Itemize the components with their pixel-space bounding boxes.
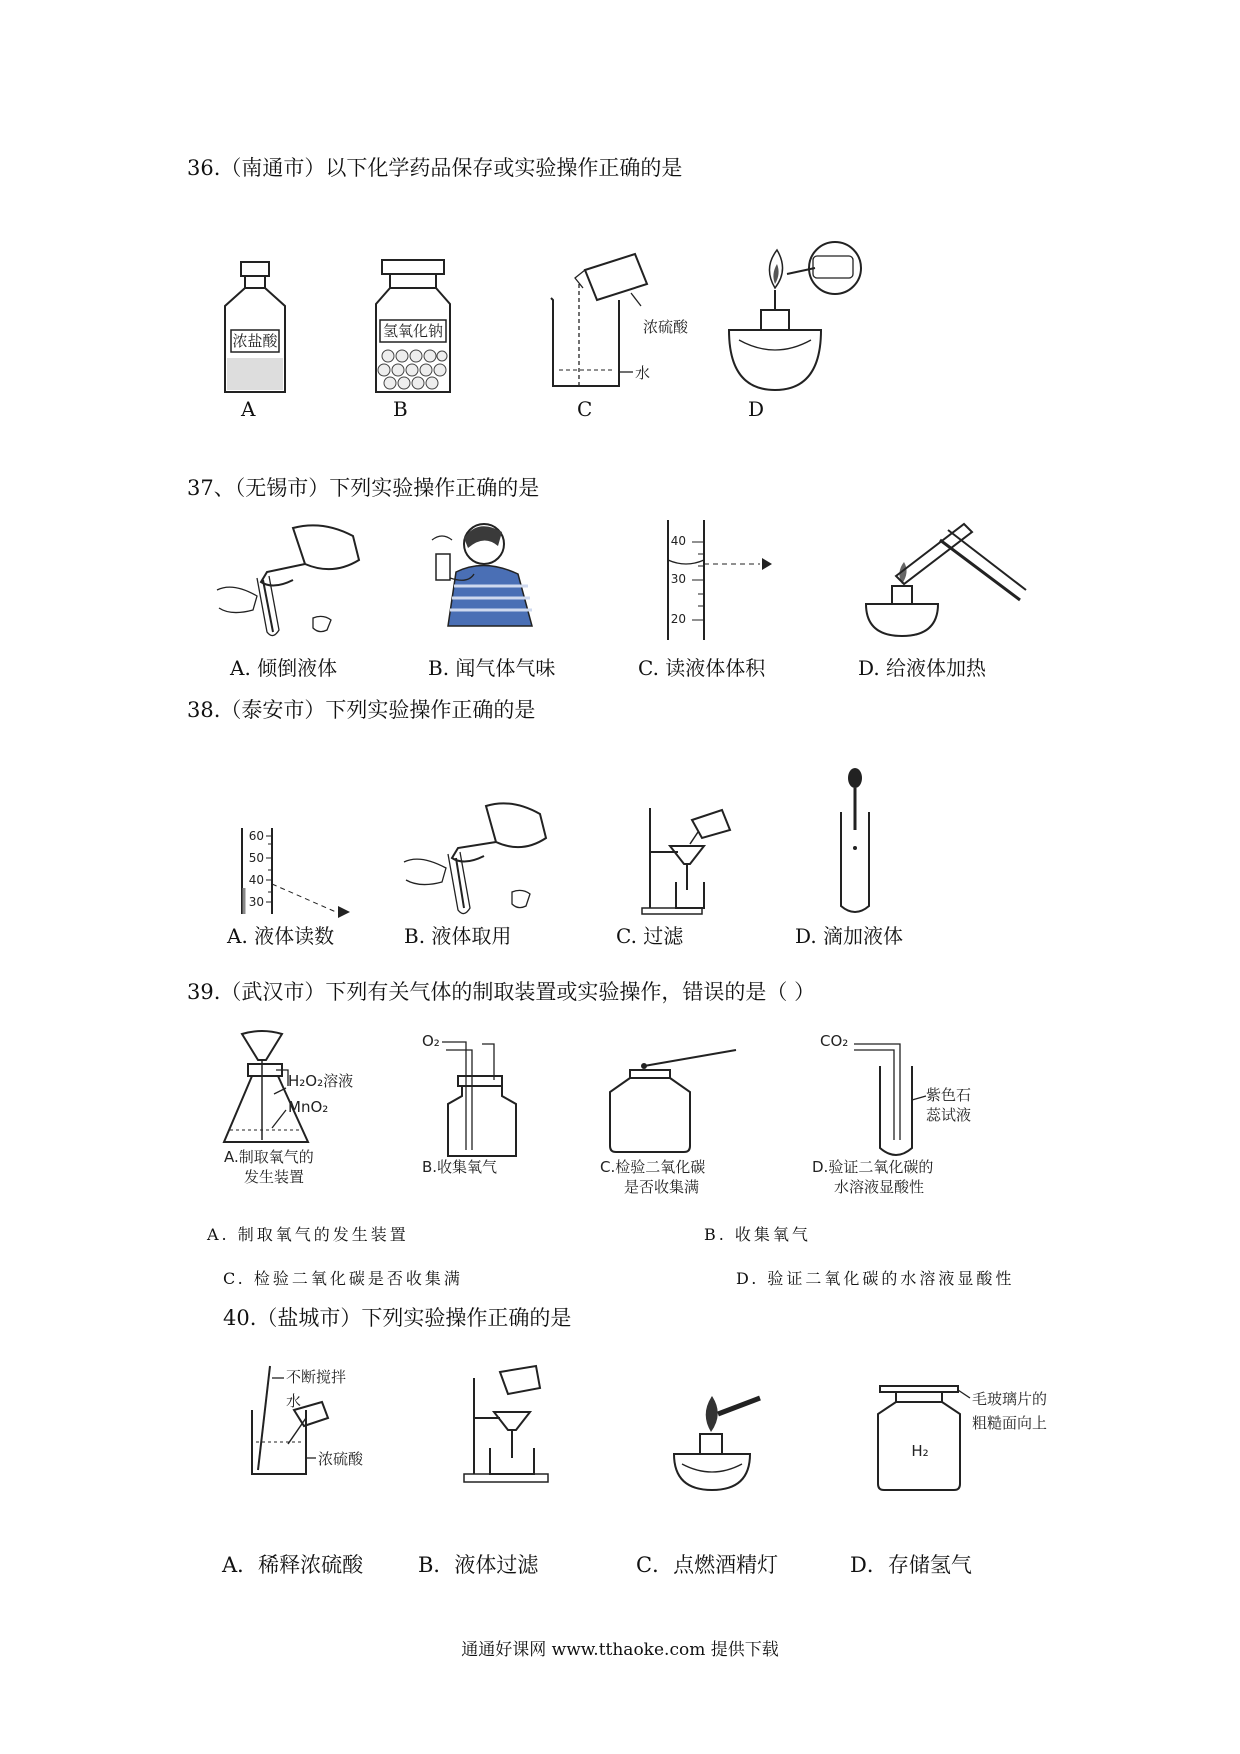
q38-a-tick-50: 50 [248,851,264,865]
question-36-title [187,152,682,182]
q38-option-d: D. 滴加液体 [795,924,904,948]
q37-figure-b [428,518,548,634]
q39-d-caption1: D.验证二氧化碳的 [812,1158,934,1176]
q36-option-d: D [748,397,765,421]
q39-d-reagent2: 蕊试液 [926,1106,972,1124]
q39-option-d: D. 验证二氧化碳的水溶液显酸性 [736,1269,1015,1288]
q37-c-tick-40: 40 [670,534,686,548]
question-39-title [187,976,815,1006]
q37-option-a: A. 倾倒液体 [230,656,338,680]
q36-figure-a [215,258,295,402]
question-text: （盐城市）下列实验操作正确的是 [256,1306,572,1330]
q40-d-gas: H₂ [911,1442,929,1460]
question-text: （无锡市）下列实验操作正确的是 [234,476,540,500]
q36-figure-d [725,240,865,404]
q40-figure-d [872,1384,1052,1498]
q40-option-b: B．液体过滤 [418,1553,539,1577]
q40-figure-a [248,1366,398,1490]
q38-figure-d [835,768,875,922]
question-text: （南通市）以下化学药品保存或实验操作正确的是 [220,156,683,180]
q36-option-a: A [241,397,256,421]
q40-a-stir: 不断搅拌 [286,1368,347,1386]
q38-option-a: A. 液体读数 [227,924,335,948]
q39-a-caption1: A.制取氧气的 [224,1148,314,1166]
q37-option-d: D. 给液体加热 [858,656,987,680]
q39-d-gas: CO₂ [820,1032,849,1050]
question-38-title [187,694,535,724]
question-number: 38. [187,698,221,722]
q39-c-caption2: 是否收集满 [624,1178,700,1196]
q37-c-tick-20: 20 [670,612,686,626]
page-footer: 通通好课网 www.tthaoke.com 提供下载 [461,1640,779,1660]
q38-figure-b [400,798,550,922]
q39-figure-a [222,1030,392,1194]
q36-b-label: 氢氧化钠 [382,322,444,340]
q40-option-a: A．稀释浓硫酸 [222,1553,364,1577]
q36-c-reagent-label: 浓硫酸 [643,318,689,336]
q39-figure-b [418,1030,538,1174]
q38-figure-c [640,804,740,920]
q38-option-b: B. 液体取用 [404,924,512,948]
q37-option-c: C. 读液体体积 [638,656,766,680]
q36-a-label: 浓盐酸 [232,332,278,350]
q39-c-caption1: C.检验二氧化碳 [600,1158,706,1176]
q40-a-acid: 浓硫酸 [318,1450,364,1468]
q38-a-tick-60: 60 [248,829,264,843]
q40-option-c: C．点燃酒精灯 [636,1553,779,1577]
q37-option-b: B. 闻气体气味 [428,656,556,680]
q40-option-d: D．存储氢气 [850,1553,972,1577]
q40-d-note2: 粗糙面向上 [972,1414,1048,1432]
q40-figure-c [668,1384,778,1498]
q39-option-c: C. 检验二氧化碳是否收集满 [223,1269,463,1288]
question-number: 39. [187,980,221,1004]
q40-d-note1: 毛玻璃片的 [972,1390,1048,1408]
q38-a-tick-40: 40 [248,873,264,887]
q39-option-b: B. 收集氧气 [704,1225,811,1244]
q39-a-caption2: 发生装置 [244,1168,305,1186]
q38-option-c: C. 过滤 [616,924,684,948]
question-text: （武汉市）下列有关气体的制取装置或实验操作，错误的是（ ） [220,980,816,1004]
question-37-title [187,472,539,502]
question-40-title [223,1302,571,1332]
q39-d-caption2: 水溶液显酸性 [834,1178,925,1196]
q37-figure-d [860,520,1030,644]
q36-c-water-label: 水 [635,364,651,382]
q39-b-gas: O₂ [422,1032,440,1050]
q36-figure-c [545,248,695,402]
q39-d-reagent1: 紫色石 [926,1086,972,1104]
q40-a-water: 水 [286,1392,302,1410]
q37-figure-c [660,520,780,644]
q39-a-reagent2: MnO₂ [288,1098,329,1116]
question-number: 36. [187,156,221,180]
q36-option-c: C [577,397,593,421]
q39-b-caption: B.收集氧气 [422,1158,498,1176]
question-number: 40. [223,1306,257,1330]
q39-figure-c [600,1046,750,1196]
q39-figure-d [808,1030,998,1204]
q38-a-tick-30: 30 [248,895,264,909]
question-text: （泰安市）下列实验操作正确的是 [220,698,536,722]
q37-c-tick-30: 30 [670,572,686,586]
q39-option-a: A. 制取氧气的发生装置 [207,1225,409,1244]
q36-option-b: B [393,397,408,421]
question-number: 37、 [187,476,235,500]
q39-a-reagent1: H₂O₂溶液 [288,1072,354,1090]
q38-figure-a [240,828,370,918]
q40-figure-b [460,1366,570,1490]
q37-figure-a [213,520,363,644]
q36-figure-b [368,258,458,402]
